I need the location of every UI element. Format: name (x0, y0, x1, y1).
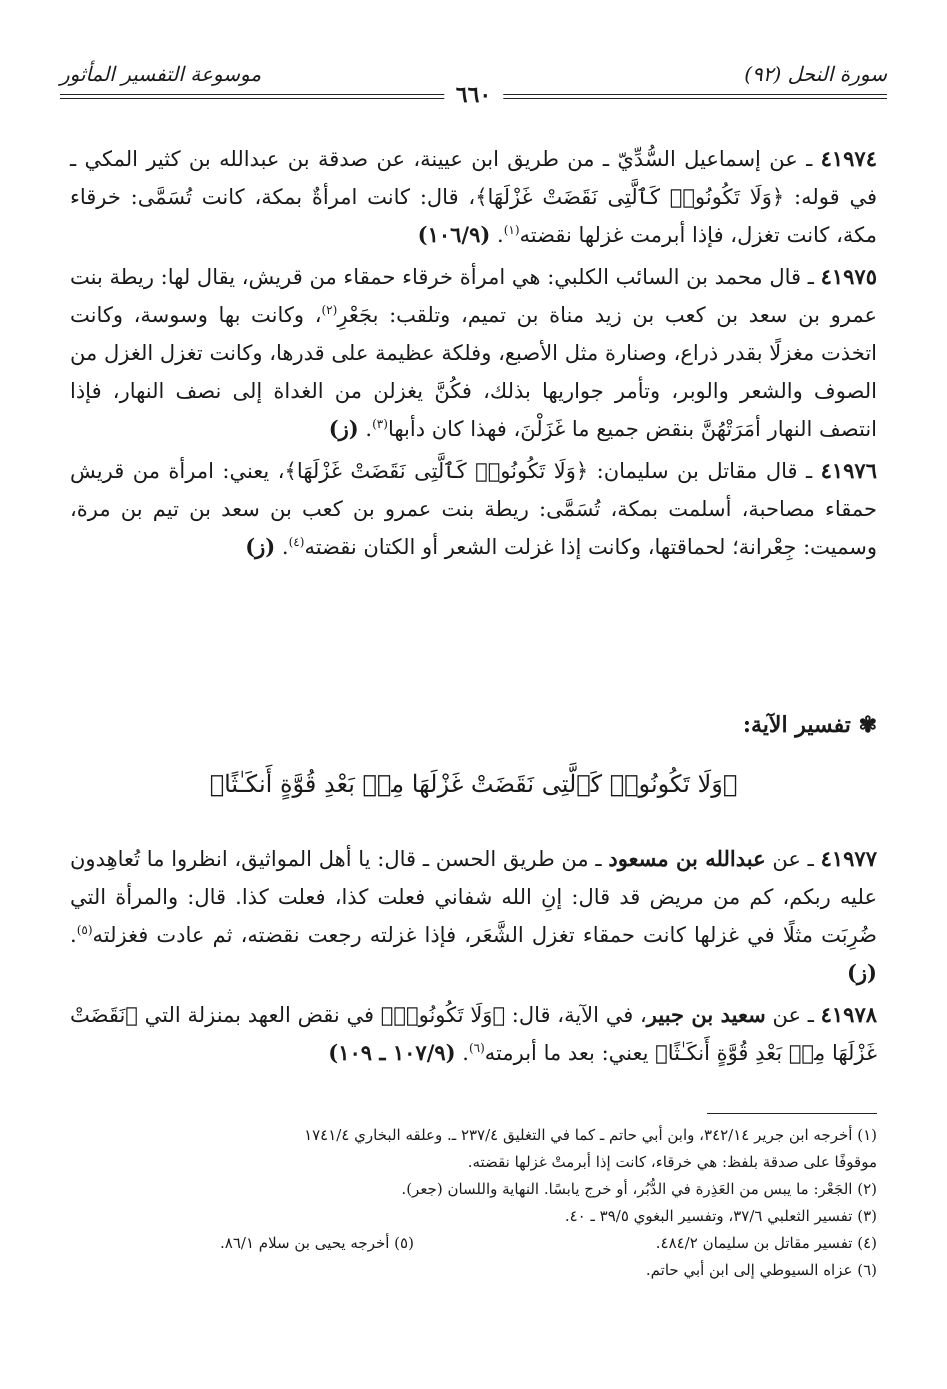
volume-reference: (١٠٧/٩ ـ ١٠٩) (328, 1040, 456, 1065)
narration-text: ـ قال محمد بن السائب الكلبي: هي امرأة خرقاء حمقاء من قريش، يقال لها: ريطة بنت عمرو بن سعد بن كعب بن زيد مناة بن تميم، وتلقب: بجَعْرِ (70, 265, 877, 327)
footnote-1: (١) أخرجه ابن جرير ٣٤٢/١٤، وابن أبي حاتم ـ كما في التغليق ٢٣٧/٤ ـ. وعلقه البخاري ١٧٤١/٤ (304, 1126, 877, 1144)
narration-text: ـ عن (765, 847, 821, 871)
narration-text: ، يعني: امرأة من قريش حمقاء مصاحبة، أسلمت بمكة، تُسَمَّى: ريطة بنت عمرو بن كعب بن سعد بن تيم بن مرة، وسميت: جِعْرانة؛ لحماقتها، وكانت إذا غزلت الشعر أو الكتان نقضته (70, 459, 877, 559)
footnote-3: (٣) تفسير الثعلبي ٣٧/٦، وتفسير البغوي ٣٩/٥ ـ ٤٠. (564, 1207, 877, 1225)
narrator-name: عبدالله بن مسعود (608, 846, 766, 871)
volume-reference: (ز) (328, 416, 359, 441)
narration-number: ٤١٩٧٦ (820, 458, 877, 483)
book-title-header: موسوعة التفسير المأثور (60, 62, 262, 86)
narration-text: في نقض العهد بمنزلة التي (137, 1003, 381, 1027)
footnote-marker: (٤) (288, 535, 305, 549)
footnote-6: (٦) عزاه السيوطي إلى ابن أبي حاتم. (645, 1261, 877, 1279)
narration-text: ـ قال مقاتل بن سليمان: (588, 459, 821, 483)
narration-text: . (275, 535, 289, 559)
top-paragraphs (70, 140, 877, 570)
surah-header: سورة النحل (٩٢) (744, 62, 887, 86)
volume-reference: (ز) (245, 534, 276, 559)
narration-text: ، وكانت بها وسوسة، وكانت اتخذت مغزلًا بقدر ذراع، وصنارة مثل الأصبع، وفلكة عظيمة على قدرها، وكانت تغزل الغزل من الصوف والشعر والوبر، وتأمر جواريها بذلك، فكُنَّ يغزلن من الغداة إلى نصف النهار، فإذا انتصف النهار أمَرَتْهُنَّ بنقض جميع ما غَزَلْنَ، فهذا كان دأبها (70, 303, 877, 441)
narration-number: ٤١٩٧٨ (820, 1002, 878, 1027)
narration-paragraph (70, 840, 877, 992)
footnote-marker: (٦) (468, 1041, 485, 1055)
volume-reference: (ز) (846, 960, 877, 985)
narration-paragraph (70, 140, 877, 254)
narration-paragraph (70, 452, 877, 566)
footnote-4: (٤) تفسير مقاتل بن سليمان ٤٨٤/٢. (655, 1234, 877, 1252)
narrator-name: سعيد بن جبير (646, 1002, 766, 1027)
page-number: ٦٦٠ (444, 82, 503, 108)
footnote-marker: (١) (503, 223, 520, 237)
narration-number: ٤١٩٧٥ (820, 264, 877, 289)
narration-text: ، قال: كانت امرأةٌ بمكة، كانت تُسَمَّى: خرقاء مكة، كانت تغزل، فإذا أبرمت غزلها نقضته (70, 185, 877, 247)
footnotes (70, 1122, 877, 1284)
narration-text: . (455, 1041, 469, 1065)
footnote-marker: (٢) (321, 303, 338, 317)
footnote-rule (707, 1113, 877, 1114)
narration-text: يعني: بعد ما أبرمته (484, 1041, 656, 1065)
section-heading: ✾ تفسير الآية: (742, 712, 877, 738)
quran-quote: ﴿وَلَا تَكُونُوا۟ كَٱلَّتِى نَقَضَتْ غَزْلَهَا﴾ (284, 459, 589, 483)
narration-text: ـ عن (765, 1003, 821, 1027)
bottom-paragraphs (70, 840, 877, 1076)
footnote-5: (٥) أخرجه يحيى بن سلام ٨٦/١. (220, 1234, 414, 1252)
quran-quote: ﴿وَلَا تَكُونُوا۟ كَٱلَّتِى نَقَضَتْ غَزْلَهَا﴾ (475, 185, 785, 209)
narration-number: ٤١٩٧٤ (820, 146, 877, 171)
quran-quote: ﴿وَلَا تَكُونُوا۟﴾ (380, 1003, 506, 1027)
narration-text: . (70, 923, 77, 947)
narration-paragraph (70, 258, 877, 448)
footnote-marker: (٣) (372, 417, 388, 431)
quran-quote: ﴿نَقَضَتْ غَزْلَهَا مِنۢ بَعْدِ قُوَّةٍ أَنكَـٰثًا﴾ (70, 1003, 877, 1065)
narration-number: ٤١٩٧٧ (820, 846, 877, 871)
quran-verse: ﴿وَلَا تَكُونُوا۟ كَٱلَّتِى نَقَضَتْ غَزْلَهَا مِنۢ بَعْدِ قُوَّةٍ أَنكَـٰثًا﴾ (209, 770, 738, 798)
footnote-marker: (٥) (76, 923, 93, 937)
narration-text: . (358, 417, 373, 441)
narration-text: ـ من طريق الحسن ـ قال: يا أهل المواثيق، انظروا ما تُعاهِدون عليه ربكم، كم من مريض قد قال: إنِ الله شفاني فعلت كذا، فعلت كذا. قال: والمرأة التي ضُرِبَت مثلًا في غزلها كانت حمقاء تغزل الشَّعَر، فإذا غزلته رجعت نقضته، ثم عادت فغزلته (70, 847, 877, 947)
narration-paragraph (70, 996, 877, 1072)
narration-text: ، في الآية، قال: (505, 1003, 647, 1027)
footnote-row-4-5 (70, 1230, 877, 1257)
volume-reference: (١٠٦/٩) (417, 222, 491, 247)
narration-text: ـ عن إسماعيل السُّدِّيّ ـ من طريق ابن عيينة، عن صدقة بن عبدالله بن كثير المكي ـ في قوله: (70, 147, 877, 209)
footnote-1-continued: موقوفًا على صدقة بلفظ: هي خرقاء، كانت إذا أبرمتْ غزلها نقضته. (467, 1153, 877, 1171)
running-header (60, 60, 887, 108)
footnote-2: (٢) الجَعْر: ما يبس من العَذِرة في الدُّبُر، أو خرج يابسًا. النهاية واللسان (جعر). (401, 1180, 877, 1198)
narration-text: . (490, 223, 504, 247)
